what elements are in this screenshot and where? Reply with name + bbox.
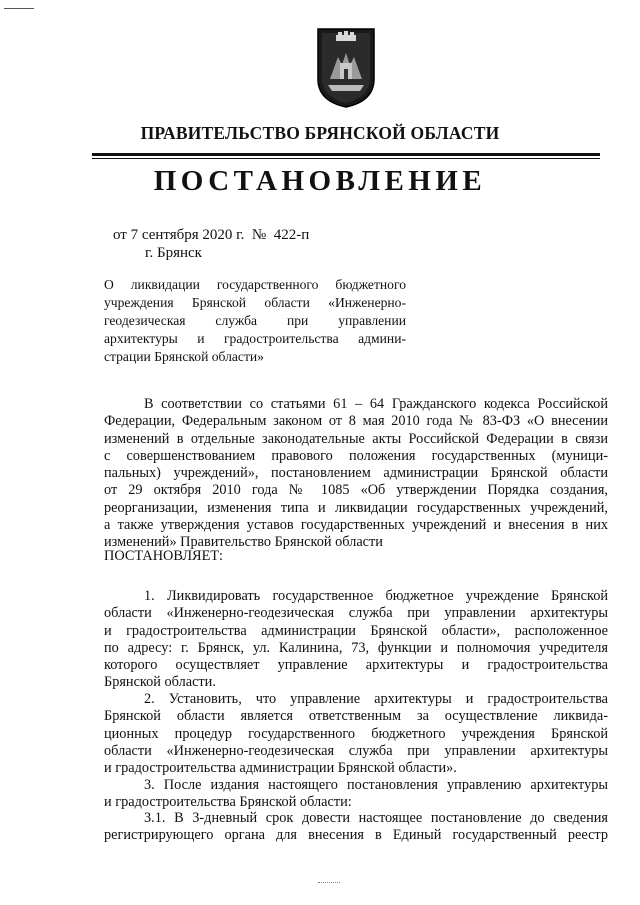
- item-3-1-paragraph: [104, 810, 608, 845]
- item-3-paragraph: [104, 777, 608, 812]
- text-line: 1. Ликвидировать государственное бюджетное учреждение Брянской: [144, 588, 608, 604]
- text-line: с совершенствованием правового положения государственных (муници-: [104, 447, 608, 464]
- text-line: и градостроительства администрации Брянской области», расположенное: [104, 622, 608, 639]
- scan-mark: [4, 8, 34, 9]
- text-line: и градостроительства Брянской области:: [104, 794, 352, 811]
- city: г. Брянск: [145, 245, 202, 261]
- text-line: В соответствии со статьями 61 – 64 Гражданского кодекса Российской: [144, 396, 608, 412]
- text-line: области «Инженерно-геодезическая служба при управлении архитектуры: [104, 605, 608, 622]
- text-line: регистрирующего органа для внесения в Единый государственный реестр: [104, 827, 608, 844]
- document-type-title: ПОСТАНОВЛЕНИЕ: [153, 165, 487, 197]
- text-line: по адресу: г. Брянск, ул. Калинина, 73, функции и полномочия учредителя: [104, 639, 608, 656]
- header-rule-thin: [92, 158, 600, 159]
- government-title: ПРАВИТЕЛЬСТВО БРЯНСКОЙ ОБЛАСТИ: [140, 123, 500, 143]
- bryansk-coat-of-arms-icon: [316, 27, 376, 109]
- subject-line: учреждения Брянской области «Инженерно-: [104, 295, 406, 310]
- text-line: Брянской области.: [104, 674, 216, 691]
- text-line: изменений» Правительство Брянской области: [104, 534, 383, 551]
- text-line: а также утверждения уставов государственных учреждений и внесения в них: [104, 517, 608, 534]
- text-line: изменений в отдельные законодательные акты Российской Федерации в связи: [104, 430, 608, 447]
- text-line: которого осуществляет управление архитектуры и градостроительства: [104, 657, 608, 674]
- subject-line: геодезическая служба при управлении: [104, 313, 406, 328]
- item-2-paragraph: [104, 691, 608, 777]
- date-and-number: от 7 сентября 2020 г. № 422-п: [113, 227, 310, 243]
- text-line: реорганизации, изменения типа и ликвидации государственных учреждений,: [104, 499, 608, 516]
- preamble-paragraph: [104, 396, 608, 552]
- text-line: 2. Установить, что управление архитектуры и градостроительства: [144, 691, 608, 707]
- text-line: 3.1. В 3-дневный срок довести настоящее постановление до сведения: [144, 810, 608, 826]
- text-line: 3. После издания настоящего постановления управлению архитектуры: [144, 777, 608, 793]
- text-line: пальных) учреждений», постановлением администрации Брянской области: [104, 465, 608, 482]
- text-line: от 29 октября 2010 года № 1085 «Об утверждении Порядка создания,: [104, 482, 608, 499]
- text-line: области «Инженерно-геодезическая служба при управлении архитектуры: [104, 742, 608, 759]
- text-line: и градостроительства администрации Брянской области».: [104, 760, 457, 777]
- item-1-paragraph: [104, 588, 608, 692]
- text-line: Федерации, Федеральным законом от 8 мая 2010 года № 83-ФЗ «О внесении: [104, 413, 608, 430]
- text-line: ционных процедур государственного бюджетного учреждения Брянской: [104, 725, 608, 742]
- text-line: Брянской области является ответственным за осуществление ликвида-: [104, 708, 608, 725]
- scan-artifact: [318, 882, 340, 884]
- subject-block: [104, 276, 406, 366]
- subject-line: архитектуры и градостроительства админи-: [104, 331, 406, 346]
- decree-word: ПОСТАНОВЛЯЕТ:: [104, 548, 224, 564]
- subject-line: страции Брянской области»: [104, 349, 264, 364]
- header-rule-thick: [92, 153, 600, 156]
- subject-line: О ликвидации государственного бюджетного: [104, 277, 406, 292]
